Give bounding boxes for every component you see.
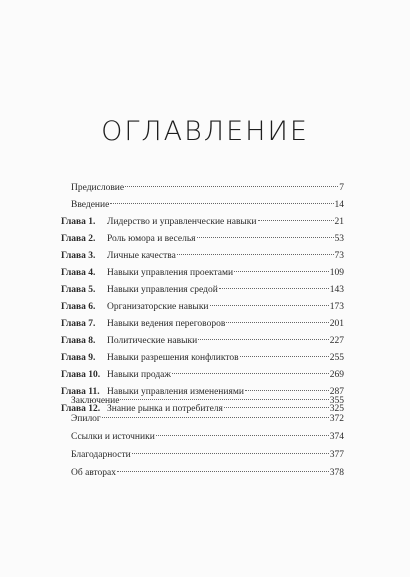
toc-page-number: 53 bbox=[334, 234, 344, 244]
toc-entry bbox=[61, 334, 344, 348]
toc-entry-title: Навыки управления проектами bbox=[107, 268, 234, 278]
toc-entry bbox=[61, 283, 344, 297]
toc-entry-title: Благодарности bbox=[71, 450, 131, 460]
toc-page-number: 201 bbox=[329, 319, 344, 329]
toc-page-number: 372 bbox=[329, 414, 344, 424]
dot-leader bbox=[132, 453, 329, 454]
toc-entry bbox=[71, 466, 344, 480]
toc-entry-title: Навыки продаж bbox=[107, 370, 171, 380]
chapter-number: Глава 3. bbox=[61, 251, 96, 261]
toc-page-number: 287 bbox=[329, 387, 344, 397]
chapter-number: Глава 5. bbox=[61, 285, 96, 295]
dot-leader bbox=[226, 322, 328, 323]
dot-leader bbox=[258, 220, 334, 221]
toc-entry bbox=[61, 300, 344, 314]
dot-leader bbox=[102, 417, 329, 418]
chapter-number: Глава 8. bbox=[61, 336, 96, 346]
dot-leader bbox=[172, 373, 329, 374]
dot-leader bbox=[210, 305, 329, 306]
toc-entry-title: Эпилог bbox=[71, 414, 101, 424]
toc-page-number: 255 bbox=[329, 353, 344, 363]
toc-entry-title: Введение bbox=[71, 200, 110, 210]
toc-entry-title: Политические навыки bbox=[107, 336, 198, 346]
toc-entry bbox=[61, 249, 344, 263]
chapter-number: Глава 12. bbox=[61, 404, 101, 414]
toc-page-number: 378 bbox=[329, 468, 344, 478]
page-title: ОГЛАВЛЕНИЕ bbox=[101, 116, 309, 147]
toc-entry-title: Навыки разрешения конфликтов bbox=[107, 353, 239, 363]
dot-leader bbox=[240, 356, 329, 357]
chapter-number: Глава 9. bbox=[61, 353, 96, 363]
dot-leader bbox=[245, 390, 329, 391]
dot-leader bbox=[197, 237, 334, 238]
toc-entry bbox=[61, 215, 344, 229]
toc-entry-title: Предисловие bbox=[71, 183, 125, 193]
toc-page-number: 377 bbox=[329, 450, 344, 460]
toc-page-number: 73 bbox=[334, 251, 344, 261]
chapter-number: Глава 2. bbox=[61, 234, 96, 244]
toc-entry bbox=[61, 317, 344, 331]
toc-entry-title: Навыки управления средой bbox=[107, 285, 218, 295]
dot-leader bbox=[234, 271, 329, 272]
toc-entry bbox=[61, 351, 344, 365]
dot-leader bbox=[120, 399, 328, 400]
toc-page-number: 14 bbox=[334, 200, 344, 210]
toc-page-number: 355 bbox=[329, 396, 344, 406]
toc-page-number: 173 bbox=[329, 302, 344, 312]
chapter-number: Глава 11. bbox=[61, 387, 100, 397]
dot-leader bbox=[156, 435, 329, 436]
toc-entry bbox=[61, 368, 344, 382]
toc-page-number: 269 bbox=[329, 370, 344, 380]
toc-entry-title: Личные качества bbox=[107, 251, 176, 261]
chapter-number: Глава 7. bbox=[61, 319, 96, 329]
toc-entry bbox=[71, 181, 344, 195]
toc-entry-title: Роль юмора и веселья bbox=[107, 234, 196, 244]
toc-page-number: 143 bbox=[329, 285, 344, 295]
toc-entry-title: Организаторские навыки bbox=[107, 302, 209, 312]
chapter-number: Глава 6. bbox=[61, 302, 96, 312]
toc-entry bbox=[61, 232, 344, 246]
toc-entry bbox=[71, 394, 344, 408]
chapter-number: Глава 1. bbox=[61, 217, 96, 227]
toc-entry bbox=[71, 430, 344, 444]
toc-page-number: 325 bbox=[329, 404, 344, 414]
toc-entry bbox=[71, 412, 344, 426]
dot-leader bbox=[177, 254, 334, 255]
toc-entry bbox=[71, 448, 344, 462]
toc-entry-title: Навыки ведения переговоров bbox=[107, 319, 226, 329]
dot-leader bbox=[125, 186, 338, 187]
toc-page-number: 109 bbox=[329, 268, 344, 278]
toc-page-number: 374 bbox=[329, 432, 344, 442]
toc-entry-title: Об авторах bbox=[71, 468, 117, 478]
toc-entry-title: Знание рынка и потребителя bbox=[107, 404, 223, 414]
dot-leader bbox=[198, 339, 329, 340]
dot-leader bbox=[117, 471, 329, 472]
dot-leader bbox=[110, 203, 333, 204]
toc-entry-title: Ссылки и источники bbox=[71, 432, 155, 442]
toc-page-number: 227 bbox=[329, 336, 344, 346]
toc-page-number: 21 bbox=[334, 217, 344, 227]
toc-entry-title: Заключение bbox=[71, 396, 120, 406]
chapter-number: Глава 4. bbox=[61, 268, 96, 278]
dot-leader bbox=[219, 288, 329, 289]
toc-entry-title: Навыки управления изменениями bbox=[107, 387, 244, 397]
toc-entry-title: Лидерство и управленческие навыки bbox=[107, 217, 257, 227]
toc-entry bbox=[61, 266, 344, 280]
chapter-number: Глава 10. bbox=[61, 370, 101, 380]
toc-entry bbox=[71, 198, 344, 212]
toc-page-number: 7 bbox=[339, 183, 344, 193]
